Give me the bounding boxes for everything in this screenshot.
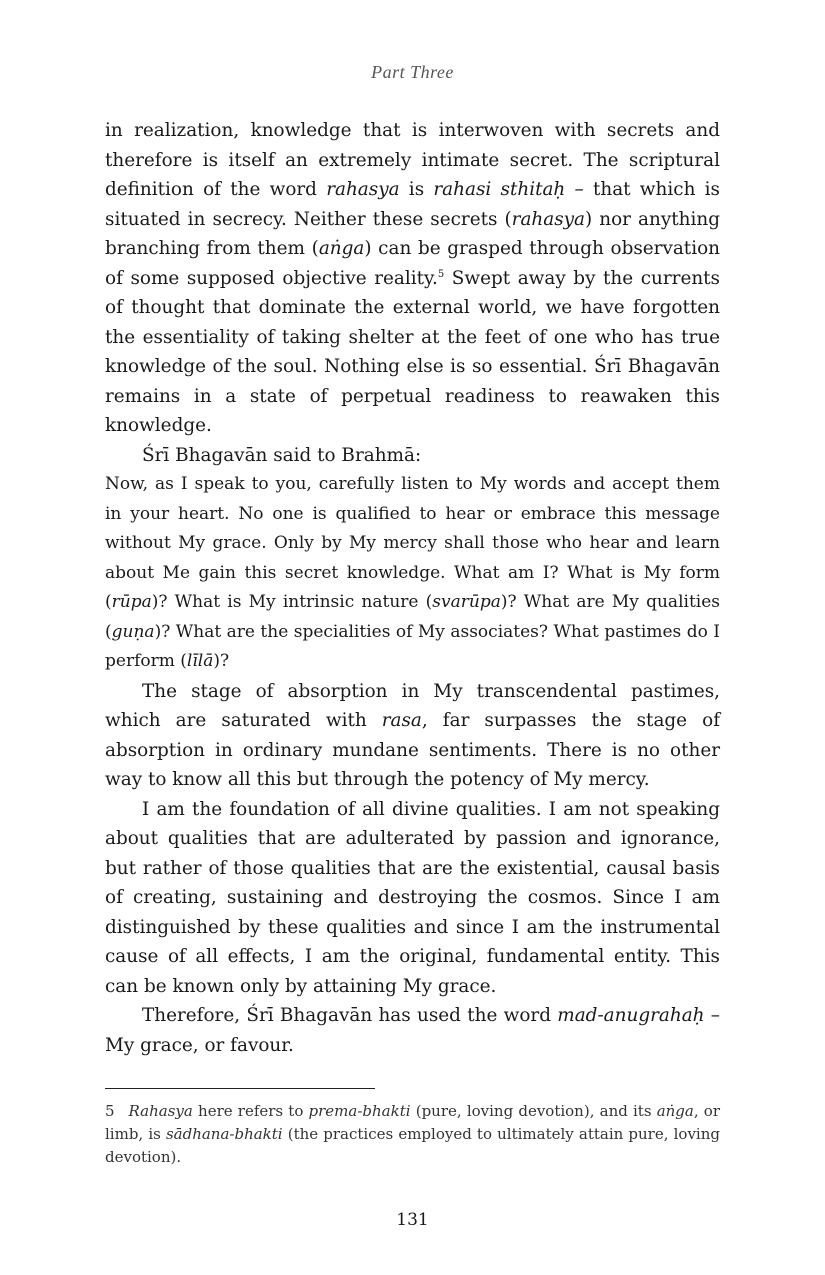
paragraph-2: Śrī Bhagavān said to Brahmā: xyxy=(142,444,422,466)
footnote-number: 5 xyxy=(105,1102,115,1120)
main-text xyxy=(105,116,720,1060)
footnote: 5 Rahasya here refers to prema-bhakti (pure, loving devotion), and its aṅga, or limb, is sādhana-bhakti (the practices employed to ultimately attain pure, loving devotion). xyxy=(105,1102,720,1166)
footnote-reference: 5 xyxy=(437,268,445,280)
paragraph-1: in realization, knowledge that is interwoven with secrets and therefore is itself an extremely intimate secret. The scriptural definition of the word rahasya is rahasi sthitaḥ – that which is situated in secrecy. Neither these secrets (rahasya) nor anything branching from them (aṅga) can be grasped through observation of some supposed objective reality.$^5$ Swept away by the currents of thought that dominate the external world, we have forgotten the essentiality of taking shelter at the feet of one who has true knowledge of the soul. Nothing else is so essential. Śrī Bhagavān remains in a state of perpetual readiness to reawaken this knowledge. xyxy=(105,120,720,436)
paragraph-3: The stage of absorption in My transcendental pastimes, which are saturated with rasa, far surpasses the stage of absorption in ordinary mundane sentiments. There is no other way to know all this but through the potency of My mercy. xyxy=(105,680,720,790)
page-number: 131 xyxy=(396,1210,429,1230)
footnote-divider xyxy=(105,1088,375,1089)
paragraph-4: I am the foundation of all divine qualities. I am not speaking about qualities that are adulterated by passion and ignorance, but rather of those qualities that are the existential, causal basis of creating, sustaining and destroying the cosmos. Since I am distinguished by these qualities and since I am the instrumental cause of all effects, I am the original, fundamental entity. This can be known only by attaining My grace. xyxy=(105,798,720,997)
block-quote: Now, as I speak to you, carefully listen to My words and accept them in your heart. No one is qualified to hear or embrace this message without My grace. Only by My mercy shall those who hear and learn about Me gain this secret knowledge. What am I? What is My form (rūpa)? What is My intrinsic nature (svarūpa)? What are My qualities (guṇa)? What are the specialities of My associates? What pastimes do I perform (līlā)? xyxy=(105,474,720,671)
running-header: Part Three xyxy=(371,62,454,82)
paragraph-5: Therefore, Śrī Bhagavān has used the word mad-anugrahaḥ – My grace, or favour. xyxy=(105,1005,720,1056)
